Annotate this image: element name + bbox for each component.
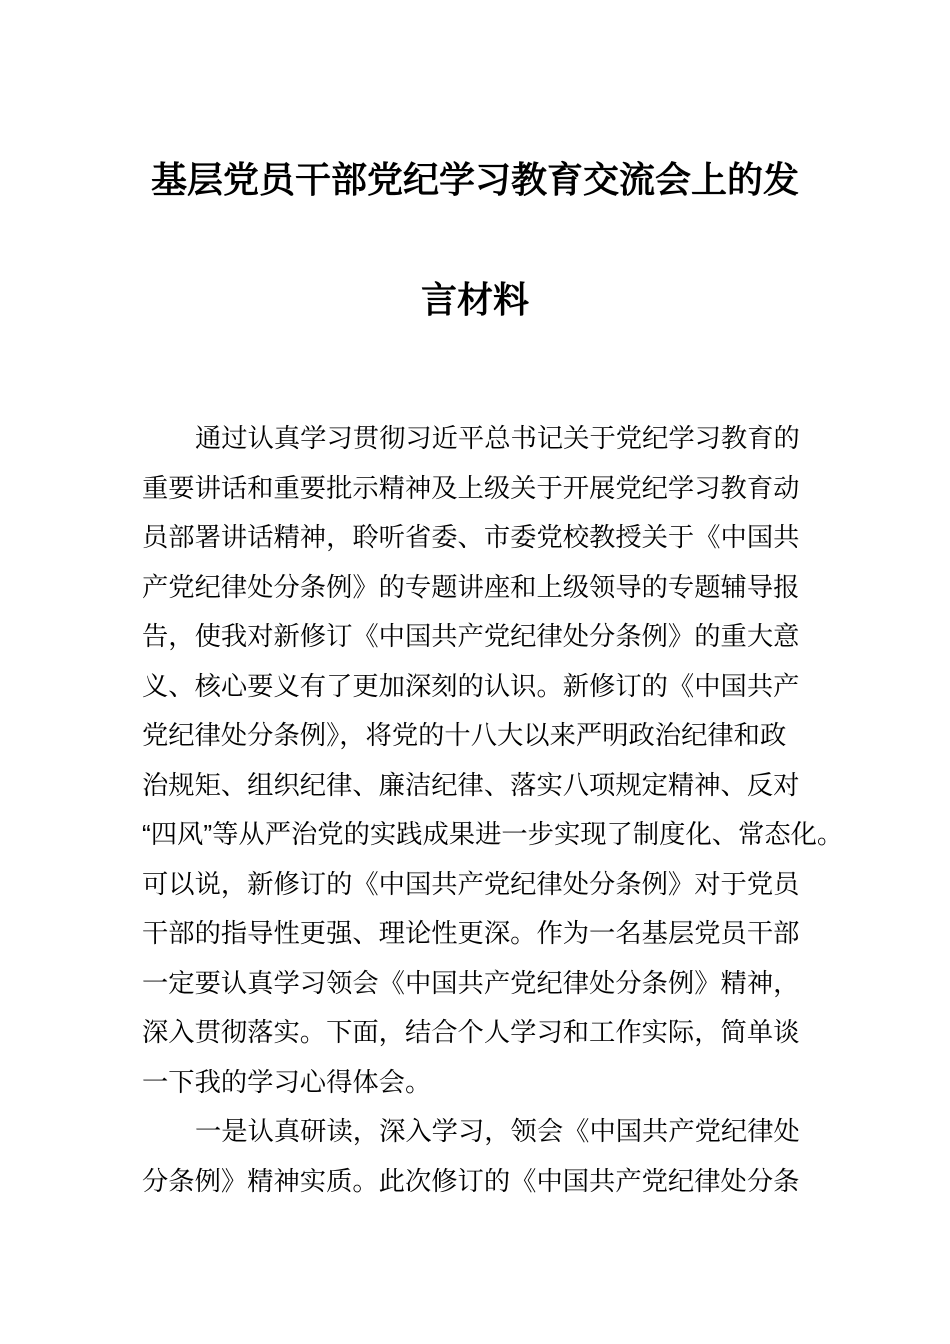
document-title-line: 言材料	[420, 279, 529, 320]
text-line: 重要讲话和重要批示精神及上级关于开展党纪学习教育动	[142, 472, 800, 503]
text-line: 员部署讲话精神，聆听省委、市委党校教授关于《中国共	[142, 522, 800, 552]
document-title-line: 基层党员干部党纪学习教育交流会上的发	[150, 159, 799, 200]
text-line: “四风”等从严治党的实践成果进一步实现了制度化、常态化。	[142, 819, 844, 849]
text-line: 干部的指导性更强、理论性更深。作为一名基层党员干部	[142, 918, 800, 948]
text-line: 产党纪律处分条例》的专题讲座和上级领导的专题辅导报	[142, 571, 800, 602]
text-line: 义、核心要义有了更加深刻的认识。新修订的《中国共产	[142, 670, 800, 701]
document-title	[0, 120, 950, 360]
text-line: 通过认真学习贯彻习近平总书记关于党纪学习教育的	[195, 423, 800, 453]
text-line: 可以说，新修订的《中国共产党纪律处分条例》对于党员	[142, 868, 800, 899]
text-line: 党纪律处分条例》，将党的十八大以来严明政治纪律和政	[142, 720, 787, 750]
text-line: 治规矩、组织纪律、廉洁纪律、落实八项规定精神、反对	[142, 769, 800, 800]
text-line: 一定要认真学习领会《中国共产党纪律处分条例》精神，	[142, 967, 800, 998]
text-line: 深入贯彻落实。下面，结合个人学习和工作实际，简单谈	[142, 1017, 800, 1047]
text-line: 一下我的学习心得体会。	[142, 1066, 432, 1097]
paragraph	[142, 1107, 800, 1206]
text-line: 分条例》精神实质。此次修订的《中国共产党纪律处分条	[142, 1165, 800, 1196]
text-line: 一是认真研读，深入学习，领会《中国共产党纪律处	[195, 1116, 800, 1146]
text-line: 告，使我对新修订《中国共产党纪律处分条例》的重大意	[142, 621, 800, 651]
document-body	[142, 414, 844, 1206]
paragraph	[142, 414, 844, 1107]
